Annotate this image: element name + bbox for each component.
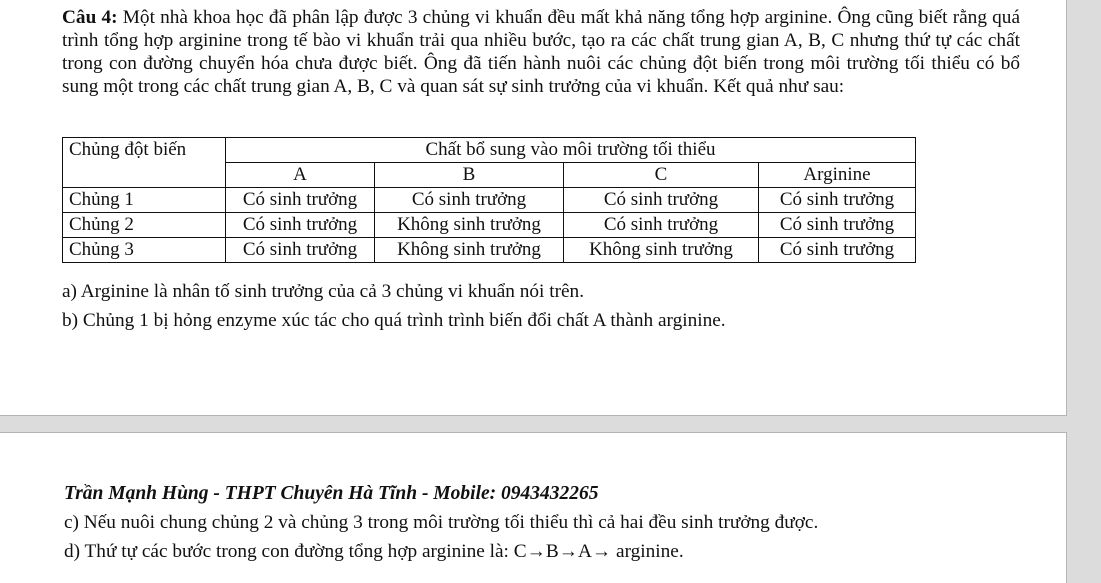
- author-line: Trần Mạnh Hùng - THPT Chuyên Hà Tĩnh - Mobile: 0943432265: [64, 483, 599, 504]
- table-cell: Có sinh trưởng: [759, 238, 916, 263]
- row-name: Chủng 2: [63, 213, 226, 238]
- statement-a: a) Arginine là nhân tố sinh trưởng của cả 3 chủng vi khuẩn nói trên.: [62, 281, 585, 302]
- table-row: [63, 188, 916, 213]
- table-cell: Không sinh trưởng: [564, 238, 759, 263]
- column-header: A: [226, 163, 375, 188]
- table-cell: Có sinh trưởng: [759, 213, 916, 238]
- row-name: Chủng 1: [63, 188, 226, 213]
- corner-header: Chủng đột biến: [63, 138, 226, 188]
- table-cell: Có sinh trưởng: [564, 213, 759, 238]
- row-name: Chủng 3: [63, 238, 226, 263]
- table-row: [63, 238, 916, 263]
- table-cell: Có sinh trưởng: [759, 188, 916, 213]
- table-cell: Có sinh trưởng: [226, 238, 375, 263]
- table-cell: Có sinh trưởng: [375, 188, 564, 213]
- results-table: [62, 137, 916, 263]
- question-4: [62, 6, 1020, 98]
- question-body: Một nhà khoa học đã phân lập được 3 chủng vi khuẩn đều mất khả năng tổng hợp arginine. Ông cũng biết rằng quá trình tổng hợp arginine trong tế bào vi khuẩn trải qua nhiều bước, tạo ra các chất trung gian A, B, C nhưng thứ tự các chất trong con đường chuyển hóa chưa được biết. Ông đã tiến hành nuôi các chủng đột biến trong môi trường tối thiểu có bổ sung một trong các chất trung gian A, B, C và quan sát sự sinh trưởng của vi khuẩn. Kết quả như sau:: [62, 7, 1021, 97]
- statement-d: d) Thứ tự các bước trong con đường tổng hợp arginine là: C→B→A→ arginine.: [64, 541, 684, 562]
- column-header: B: [375, 163, 564, 188]
- table-cell: Không sinh trưởng: [375, 213, 564, 238]
- table-cell: Không sinh trưởng: [375, 238, 564, 263]
- table-cell: Có sinh trưởng: [564, 188, 759, 213]
- table-header-row: [63, 138, 916, 163]
- table-cell: Có sinh trưởng: [226, 213, 375, 238]
- document-page-2: [0, 432, 1067, 583]
- statement-c: c) Nếu nuôi chung chủng 2 và chủng 3 trong môi trường tối thiểu thì cả hai đều sinh trưởng được.: [64, 512, 819, 533]
- question-label: Câu 4:: [62, 7, 118, 28]
- column-header: C: [564, 163, 759, 188]
- column-header: Arginine: [759, 163, 916, 188]
- table-row: [63, 213, 916, 238]
- group-header: Chất bổ sung vào môi trường tối thiểu: [226, 138, 916, 163]
- statement-b: b) Chủng 1 bị hỏng enzyme xúc tác cho quá trình trình biến đổi chất A thành arginine.: [62, 310, 726, 331]
- table-cell: Có sinh trưởng: [226, 188, 375, 213]
